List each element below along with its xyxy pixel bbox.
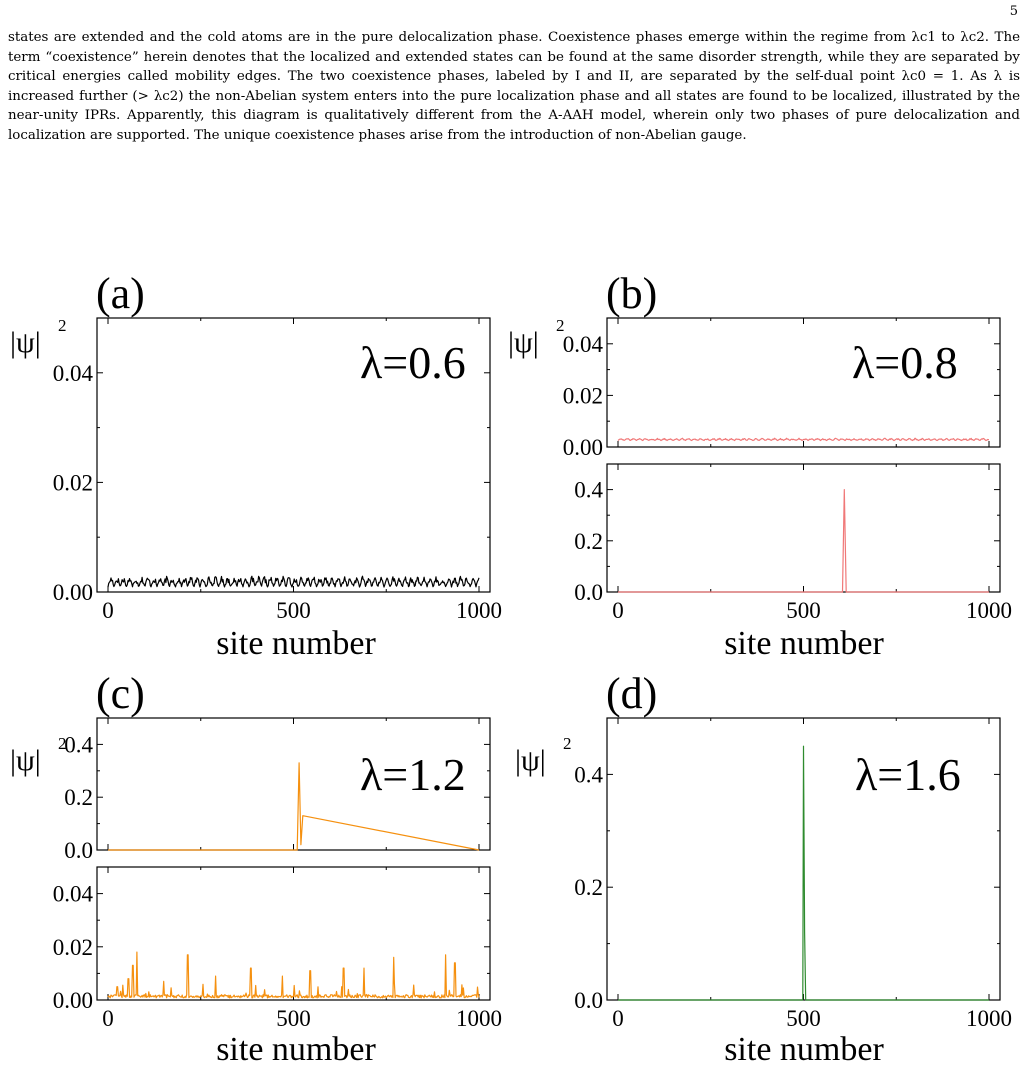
y-tick-label: 0.00 xyxy=(562,435,603,460)
xlabel-a: site number xyxy=(216,625,376,662)
plot-frame xyxy=(607,464,1000,592)
body-paragraph: states are extended and the cold atoms are in the pure delocalization phase. Coexistence phases emerge within the regime from λc1 to λc2. The term “coexistence” herein denotes that the localized and extended states can be found at the same disorder strength, while they are separated by critical energies called mobility edges. The two coexistence phases, labeled by I and II, are separated by the self-dual point λc0 = 1. As λ is increased further (> λc2) the non-Abelian system enters into the pure localization phase and all states are found to be localized, illustrated by the near-unity IPRs. Apparently, this diagram is qualitatively different from the A-AAH model, wherein only two phases of pure delocalization and localization are supported. The unique coexistence phases arise from the introduction of non-Abelian gauge. xyxy=(8,30,1020,143)
y-tick-label: 0.02 xyxy=(52,470,93,496)
panel-b-label: (b) xyxy=(606,269,658,318)
y-tick-label: 0.02 xyxy=(562,383,603,409)
subplot-2 xyxy=(574,464,1012,623)
svg-text:|ψ|: |ψ| xyxy=(515,744,546,777)
svg-text:2: 2 xyxy=(58,316,67,335)
y-tick-label: 0.04 xyxy=(52,881,93,907)
ylabel-b xyxy=(508,316,565,359)
xlabel-c: site number xyxy=(216,1031,376,1068)
xlabel-b: site number xyxy=(724,625,884,662)
y-tick-label: 0.02 xyxy=(52,934,93,960)
panel-c-label: (c) xyxy=(96,669,145,718)
y-tick-label: 0.0 xyxy=(574,580,603,605)
x-tick-label: 1000 xyxy=(456,598,502,623)
lambda-label-d: λ=1.6 xyxy=(855,749,961,800)
y-tick-label: 0.2 xyxy=(64,785,93,811)
panel-d-label: (d) xyxy=(606,669,658,718)
y-tick-label: 0.0 xyxy=(574,988,603,1013)
x-tick-label: 500 xyxy=(786,1006,821,1031)
y-tick-label: 0.2 xyxy=(574,528,603,554)
xlabel-d: site number xyxy=(724,1031,884,1068)
svg-text:2: 2 xyxy=(563,734,572,753)
y-tick-label: 0.4 xyxy=(574,762,603,788)
ylabel-a xyxy=(10,316,67,359)
y-tick-label: 0.04 xyxy=(562,331,603,357)
y-tick-label: 0.04 xyxy=(52,360,93,386)
subplot-4 xyxy=(53,867,502,1031)
y-tick-label: 0.00 xyxy=(52,988,93,1013)
page-number: 5 xyxy=(1009,4,1018,19)
x-tick-label: 0 xyxy=(102,598,114,623)
x-tick-label: 1000 xyxy=(966,1006,1012,1031)
lambda-label-c: λ=1.2 xyxy=(360,749,466,800)
svg-text:|ψ|: |ψ| xyxy=(10,326,41,359)
y-tick-label: 0.4 xyxy=(574,477,603,503)
lambda-label-a: λ=0.6 xyxy=(360,337,466,388)
x-tick-label: 500 xyxy=(276,598,311,623)
data-series-line xyxy=(618,438,989,440)
x-tick-label: 500 xyxy=(786,598,821,623)
svg-text:|ψ|: |ψ| xyxy=(10,744,41,777)
svg-text:|ψ|: |ψ| xyxy=(508,326,539,359)
y-tick-label: 0.00 xyxy=(52,580,93,605)
data-series-line xyxy=(108,952,479,998)
svg-text:2: 2 xyxy=(58,734,67,753)
x-tick-label: 1000 xyxy=(456,1006,502,1031)
svg-text:2: 2 xyxy=(556,316,565,335)
panel-a-label: (a) xyxy=(96,269,145,318)
lambda-label-b: λ=0.8 xyxy=(852,337,958,388)
x-tick-label: 0 xyxy=(612,598,624,623)
ylabel-d xyxy=(515,734,572,777)
y-tick-label: 0.0 xyxy=(64,838,93,863)
plot-frame xyxy=(97,867,490,1000)
x-tick-label: 1000 xyxy=(966,598,1012,623)
ylabel-c xyxy=(10,734,67,777)
y-tick-label: 0.4 xyxy=(64,732,93,758)
x-tick-label: 0 xyxy=(102,1006,114,1031)
data-series-line xyxy=(108,576,479,587)
data-series-line xyxy=(618,490,989,592)
x-tick-label: 500 xyxy=(276,1006,311,1031)
x-tick-label: 0 xyxy=(612,1006,624,1031)
y-tick-label: 0.2 xyxy=(574,875,603,901)
